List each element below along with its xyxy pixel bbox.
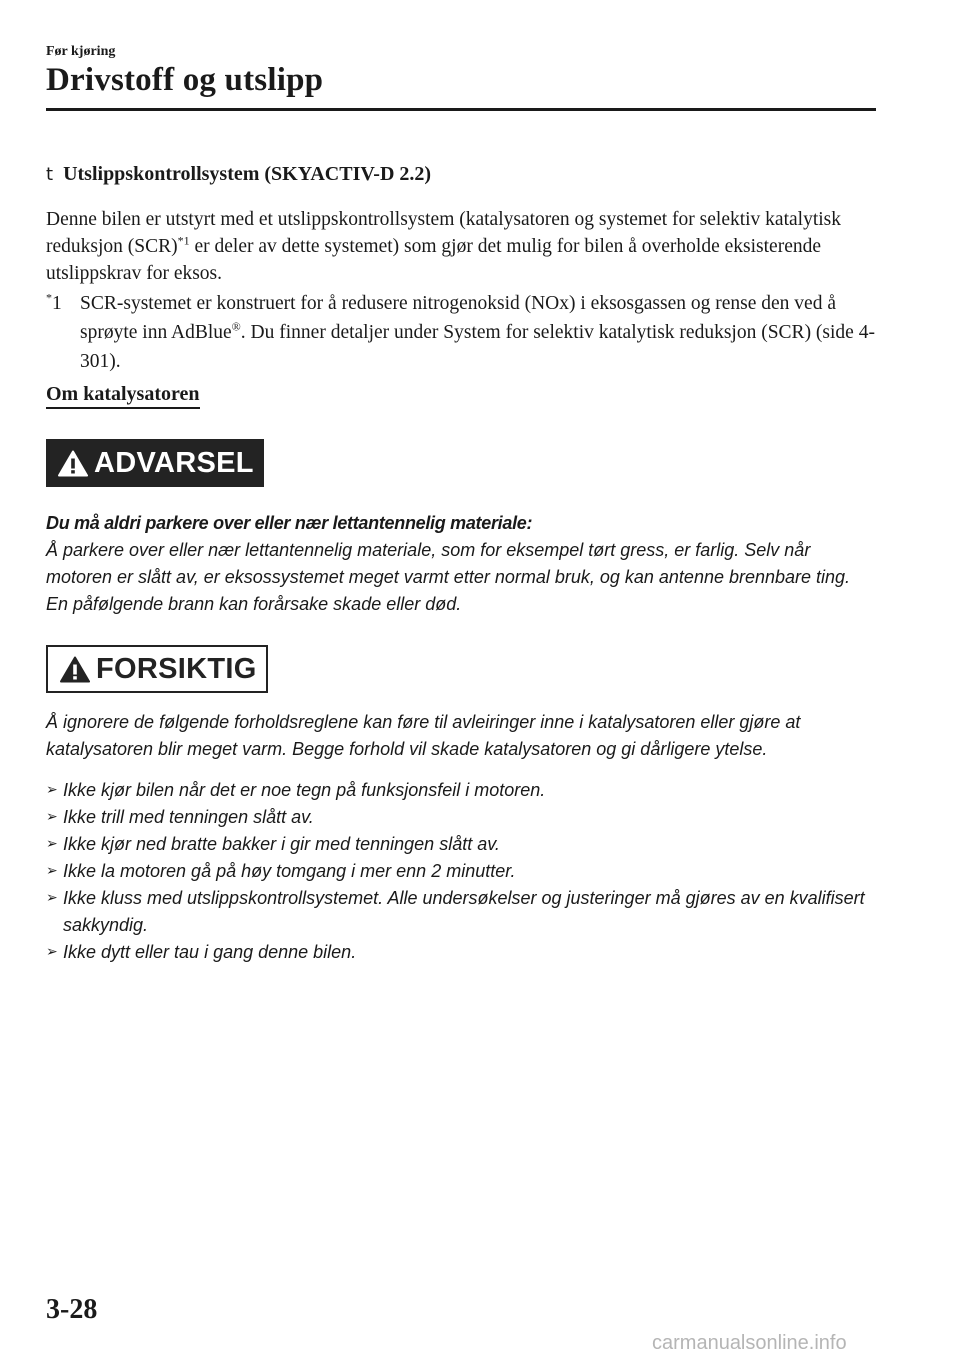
- arrow-bullet-icon: ➢: [46, 863, 58, 879]
- body-text-part2: er deler av dette systemet) som gjør det mulig for bilen å overholde eksisterende utslippskrav for eksos.: [46, 236, 822, 284]
- list-item: ➢ Ikke kluss med utslippskontrollsystemet. Alle undersøkelser og justeringer må gjøres av en kvalifisert sakkyndig.: [46, 885, 876, 939]
- arrow-bullet-icon: ➢: [46, 782, 58, 798]
- list-item: ➢ Ikke kjør ned bratte bakker i gir med tenningen slått av.: [46, 831, 876, 858]
- arrow-bullet-icon: ➢: [46, 890, 58, 906]
- footnote-marker: *1: [46, 290, 62, 314]
- arrow-bullet-icon: ➢: [46, 809, 58, 825]
- header-section: Før kjøring: [46, 44, 116, 59]
- warning-triangle-icon: [58, 450, 88, 477]
- warning-text: Å parkere over eller nær lettantennelig materiale, som for eksempel tørt gress, er farlig. Selv når motoren er slått av, er eksossystemet meget varmt etter normal bruk, og kan antenne brennbare ting. En påfølgende brann kan forårsake skade eller død.: [46, 540, 851, 614]
- warning-triangle-icon: [60, 656, 90, 683]
- caution-text: Å ignorere de følgende forholdsreglene kan føre til avleiringer inne i katalysatoren eller gjøre at katalysatoren blir meget varm. Begge forhold vil skade katalysatoren og gi dårligere ytelse.: [46, 712, 801, 759]
- subheading: Om katalysatoren: [46, 383, 200, 409]
- list-item: ➢ Ikke la motoren gå på høy tomgang i mer enn 2 minutter.: [46, 858, 876, 885]
- body-text-part1: Denne bilen er utstyrt med et utslippskontrollsystem (katalysatoren og systemet for selektiv katalytisk reduksjon (SCR): [46, 209, 842, 257]
- footnote-reference: *1: [177, 233, 190, 248]
- list-item: ➢ Ikke kjør bilen når det er noe tegn på funksjonsfeil i motoren.: [46, 777, 876, 804]
- section-heading: [46, 163, 431, 186]
- arrow-bullet-icon: ➢: [46, 944, 58, 960]
- caution-list: [46, 777, 876, 966]
- section-heading-text: Utslippskontrollsystem (SKYACTIV-D 2.2): [63, 163, 432, 185]
- section-body: [46, 206, 886, 287]
- caution-badge: [46, 645, 268, 693]
- caution-label: FORSIKTIG: [96, 652, 257, 685]
- section-bullet: t: [46, 164, 54, 185]
- watermark: carmanualsonline.info: [652, 1332, 847, 1354]
- page-title: Drivstoff og utslipp: [46, 62, 324, 98]
- warning-label: ADVARSEL: [94, 446, 254, 479]
- page-number: 3-28: [46, 1294, 98, 1325]
- warning-heading: Du må aldri parkere over eller nær lettantennelig materiale:: [46, 513, 533, 533]
- registered-mark: ®: [231, 319, 241, 334]
- footnote: [46, 289, 886, 376]
- arrow-bullet-icon: ➢: [46, 836, 58, 852]
- list-item: ➢ Ikke dytt eller tau i gang denne bilen.: [46, 939, 876, 966]
- warning-badge: [46, 439, 264, 487]
- list-item: ➢ Ikke trill med tenningen slått av.: [46, 804, 876, 831]
- footnote-body: SCR-systemet er konstruert for å redusere nitrogenoksid (NOx) i eksosgassen og rense den ved å sprøyte inn AdBlue®. Du finner detaljer under System for selektiv katalytisk reduksjon (SCR) (side 4-301).: [80, 293, 875, 372]
- header-rule: [46, 108, 876, 111]
